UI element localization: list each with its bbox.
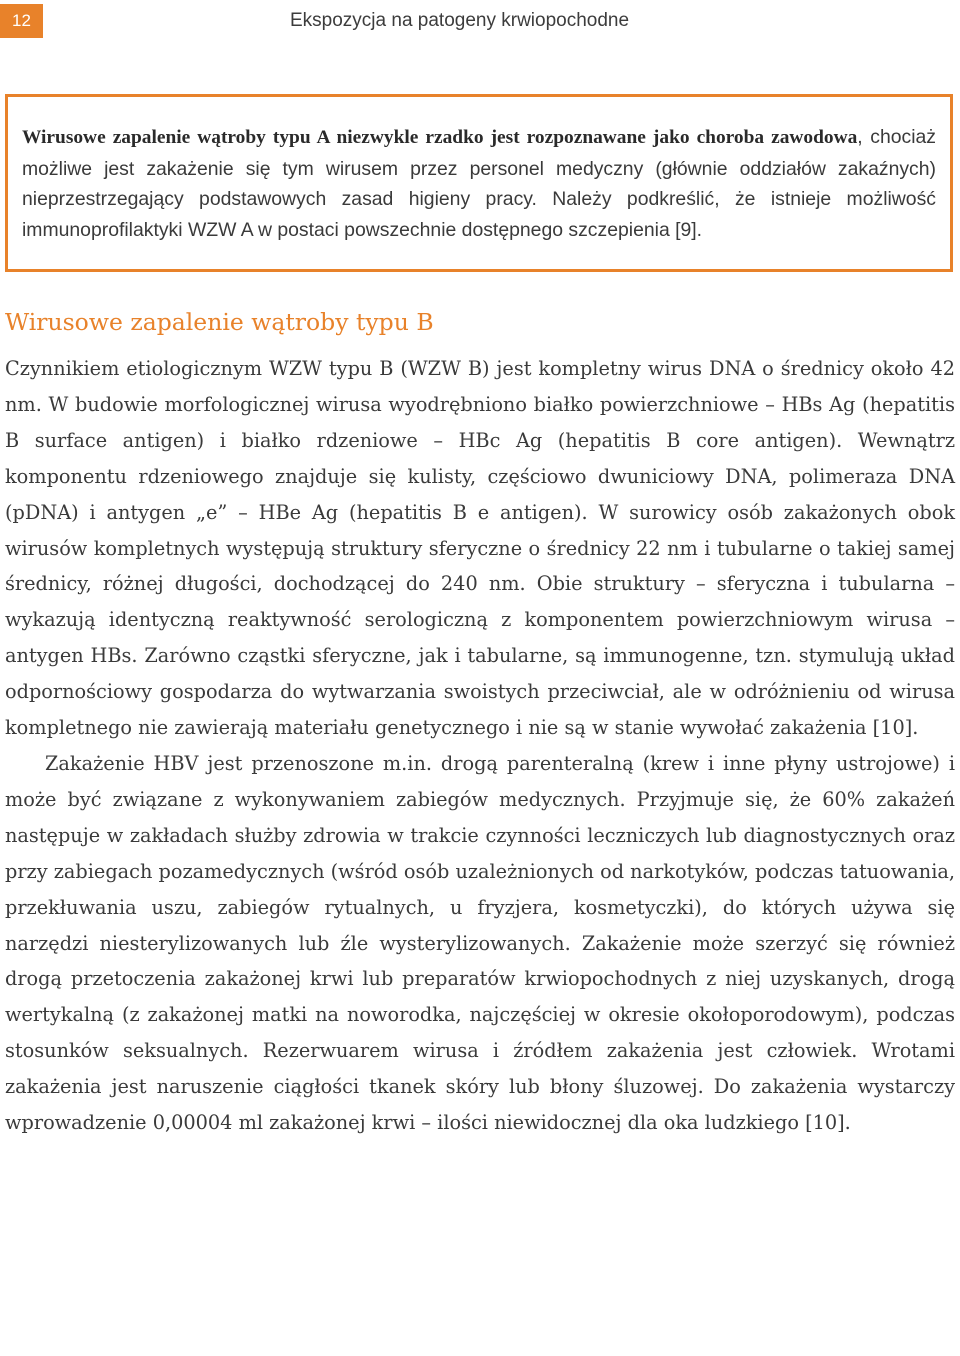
callout-lead: Wirusowe zapalenie wątroby typu A niezwykle rzadko jest rozpoznawane jako choroba zawodowa [22,127,858,148]
paragraph-1: Czynnikiem etiologicznym WZW typu B (WZW B) jest kompletny wirus DNA o średnicy około 42 nm. W budowie morfologicznej wirusa wyodrębniono białko powierzchniowe – HBs Ag (hepatitis B surface antigen) i białko rdzeniowe – HBc Ag (hepatitis B core antigen). Wewnątrz komponentu rdzeniowego znajduje się kulisty, częściowo dwuniciowy DNA, polimeraza DNA (pDNA) i antygen „e” – HBe Ag (hepatitis B e antigen). W surowicy osób zakażonych obok wirusów kompletnych występują struktury sferyczne o średnicy 22 nm i tubularne o takiej samej średnicy, różnej długości, dochodzącej do 240 nm. Obie struktury – sferyczna i tubularna – wykazują identyczną reaktywność serologiczną z komponentem powierzchniowym wirusa – antygen HBs. Zarówno cząstki sferyczne, jak i tabularne, są immunogenne, tzn. stymulują układ odpornościowy gospodarza do wytwarzania swoistych przeciwciał, ale w odróżnieniu od wirusa kompletnego nie zawierają materiału genetycznego i nie są w stanie wywołać zakażenia [10]. [5,357,955,740]
page-number: 12 [0,4,43,38]
running-title: Ekspozycja na patogeny krwiopochodne [290,10,630,31]
body-text [5,351,955,1141]
page-header [0,0,960,44]
paragraph-2: Zakażenie HBV jest przenoszone m.in. drogą parenteralną (krew i inne płyny ustrojowe) i może być związane z wykonywaniem zabiegów medycznych. Przyjmuje się, że 60% zakażeń następuje w zakładach służby zdrowia w trakcie czynności leczniczych lub diagnostycznych oraz przy zabiegach pozamedycznych (wśród osób uzależnionych od narkotyków, podczas tatuowania, przekłuwania uszu, zabiegów rytualnych, u fryzjera, kosmetyczki), do których używa się narzędzi niesterylizowanych lub źle wysterylizowanych. Zakażenie może szerzyć się również drogą przetoczenia zakażonej krwi lub preparatów krwiopochodnych z niej uzyskanych, drogą wertykalną (z zakażonej matki na noworodka, najczęściej w okresie okołoporodowym), podczas stosunków seksualnych. Rezerwuarem wirusa i źródłem zakażenia jest człowiek. Wrotami zakażenia jest naruszenie ciągłości tkanek skóry lub błony śluzowej. Do zakażenia wystarczy wprowadzenie 0,00004 ml zakażonej krwi – ilości niewidocznej dla oka ludzkiego [10]. [5,751,956,1135]
callout-text: , chociaż możliwe jest zakażenie się tym wirusem przez personel medyczny (głównie oddziałów zakaźnych) nieprzestrzegający podstawowych zasad higieny pracy. Należy podkreślić, że istnieje możliwość immunoprofilaktyki WZW A w postaci powszechnie dostępnego szczepienia [9]. [22,126,936,241]
callout-box [5,94,953,272]
section-heading: Wirusowe zapalenie wątroby typu B [5,308,434,336]
